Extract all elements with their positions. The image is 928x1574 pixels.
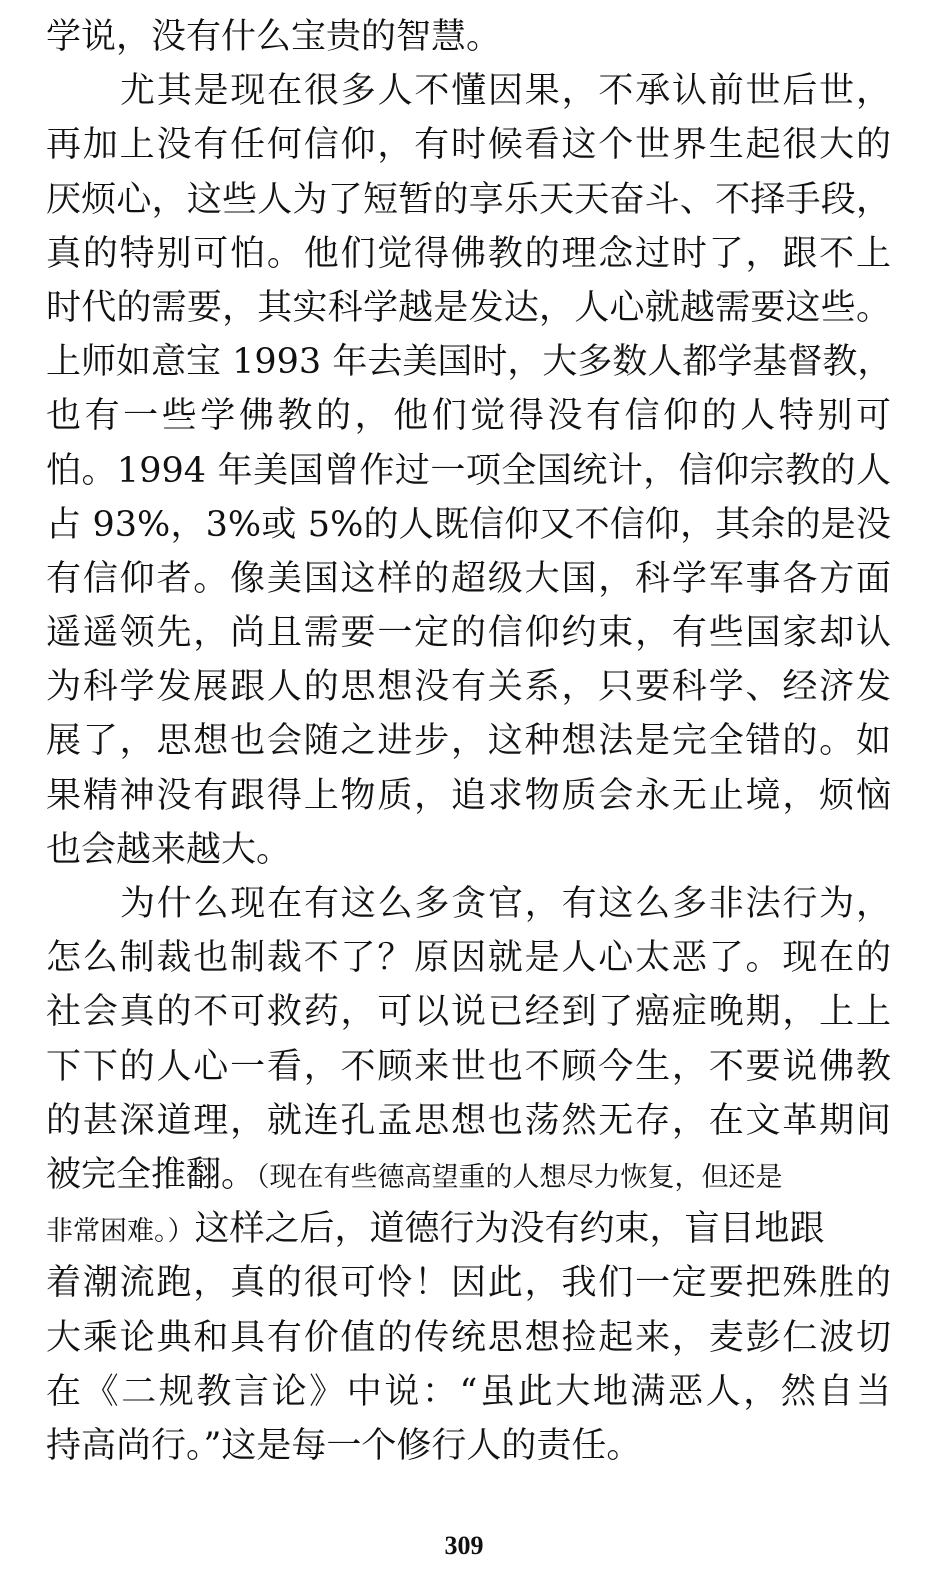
text-segment: 被完全推翻。 — [46, 1154, 257, 1195]
text-line: 为科学发展跟人的思想没有关系，只要科学、经济发 — [46, 667, 891, 708]
text-line: 学说，没有什么宝贵的智慧。 — [46, 17, 502, 57]
text-line: 在《二规教言论》中说：“虽此大地满恶人，然自当 — [46, 1371, 891, 1412]
text-line: 也会越来越大。 — [46, 829, 292, 870]
text-line: 怎么制裁也制裁不了？原因就是人心太恶了。现在的 — [46, 938, 891, 979]
text-line: 再加上没有任何信仰，有时候看这个世界生起很大的 — [46, 125, 891, 166]
text-line: 有信仰者。像美国这样的超级大国，科学军事各方面 — [46, 558, 891, 599]
text-line: 真的特别可怕。他们觉得佛教的理念过时了，跟不上 — [46, 233, 891, 274]
text-line: 持高尚行。”这是每一个修行人的责任。 — [46, 1425, 642, 1466]
text-line: 着潮流跑，真的很可怜！因此，我们一定要把殊胜的 — [46, 1263, 891, 1304]
text-line: 占 93%，3%或 5%的人既信仰又不信仰，其余的是没 — [46, 504, 891, 545]
text-line: 社会真的不可救药，可以说已经到了癌症晚期，上上 — [46, 992, 891, 1033]
text-line: 也有一些学佛教的，他们觉得没有信仰的人特别可 — [46, 396, 891, 437]
text-line: 时代的需要，其实科学越是发达，人心就越需要这些。 — [46, 287, 891, 328]
parenthetical-note: 非常困难。） — [46, 1216, 195, 1248]
text-line-with-note — [46, 1202, 891, 1256]
parenthetical-note: （现在有些德高望重的人想尽力恢复，但还是 — [256, 1161, 783, 1193]
text-line: 的甚深道理，就连孔孟思想也荡然无存，在文革期间 — [46, 1100, 891, 1141]
page-body — [46, 10, 891, 1473]
text-line: 果精神没有跟得上物质，追求物质会永无止境，烦恼 — [46, 775, 891, 816]
text-line: 展了，思想也会随之进步，这种想法是完全错的。如 — [46, 721, 891, 762]
paragraph-start-line: 尤其是现在很多人不懂因果，不承认前世后世， — [120, 71, 891, 112]
text-line: 怕。1994 年美国曾作过一项全国统计，信仰宗教的人 — [46, 450, 891, 491]
text-line: 大乘论典和具有价值的传统思想捡起来，麦彭仁波切 — [46, 1317, 891, 1358]
text-line: 厌烦心，这些人为了短暂的享乐天天奋斗、不择手段， — [46, 179, 891, 220]
text-line: 下下的人心一看，不顾来世也不顾今生，不要说佛教 — [46, 1046, 891, 1087]
text-segment: 这样之后，道德行为没有约束，盲目地跟 — [194, 1209, 825, 1250]
text-line: 遥遥领先，尚且需要一定的信仰约束，有些国家却认 — [46, 613, 891, 654]
paragraph-start-line: 为什么现在有这么多贪官，有这么多非法行为， — [120, 884, 891, 924]
text-line: 上师如意宝 1993 年去美国时，大多数人都学基督教， — [46, 342, 893, 383]
page-number: 309 — [444, 1531, 484, 1560]
text-line-with-note — [46, 1148, 891, 1202]
